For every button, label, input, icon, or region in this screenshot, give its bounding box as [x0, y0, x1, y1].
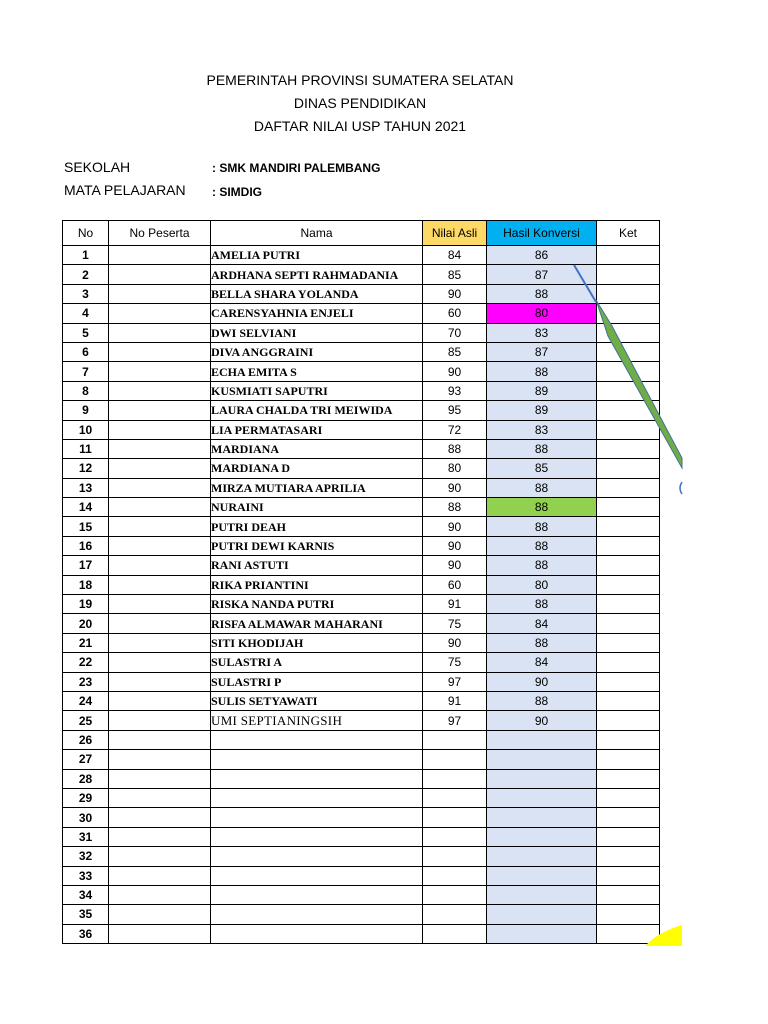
cell-nilai-asli: 88 [423, 498, 487, 517]
cell-nilai-asli: 70 [423, 323, 487, 342]
header-nilai-asli: Nilai Asli [423, 221, 487, 246]
cell-nilai-asli: 90 [423, 478, 487, 497]
cell-hasil-konversi: 86 [487, 246, 597, 265]
cell-no: 10 [63, 420, 109, 439]
arrow-shape-green [596, 300, 682, 468]
cell-no: 13 [63, 478, 109, 497]
cell-hasil-konversi: 87 [487, 265, 597, 284]
cell-nama: ARDHANA SEPTI RAHMADANIA [211, 265, 423, 284]
cell-nama: SULIS SETYAWATI [211, 691, 423, 710]
cell-nama: SITI KHODIJAH [211, 633, 423, 652]
mapel-value: : SIMDIG [212, 185, 262, 199]
cell-nama: AMELIA PUTRI [211, 246, 423, 265]
cell-nama: RISFA ALMAWAR MAHARANI [211, 614, 423, 633]
cell-hasil-konversi: 88 [487, 284, 597, 303]
shape-fragment-blue [680, 482, 682, 494]
cell-hasil-konversi: 83 [487, 323, 597, 342]
cell-no: 22 [63, 653, 109, 672]
header-no: No [63, 221, 109, 246]
cell-nilai-asli: 97 [423, 711, 487, 730]
cell-hasil-konversi: 90 [487, 672, 597, 691]
header-line-3: DAFTAR NILAI USP TAHUN 2021 [253, 118, 467, 134]
cell-no: 5 [63, 323, 109, 342]
cell-hasil-konversi: 88 [487, 691, 597, 710]
cell-no: 27 [63, 750, 109, 769]
cell-nilai-asli: 90 [423, 284, 487, 303]
cell-hasil-konversi: 88 [487, 439, 597, 458]
cell-hasil-konversi: 88 [487, 633, 597, 652]
cell-nama: UMI SEPTIANINGSIH [211, 711, 423, 730]
cell-no: 17 [63, 556, 109, 575]
cell-no: 14 [63, 498, 109, 517]
cell-no: 21 [63, 633, 109, 652]
sekolah-value: : SMK MANDIRI PALEMBANG [212, 161, 381, 175]
cell-nilai-asli: 90 [423, 517, 487, 536]
cell-hasil-konversi: 89 [487, 381, 597, 400]
cell-nama: BELLA SHARA YOLANDA [211, 284, 423, 303]
cell-no: 24 [63, 691, 109, 710]
cell-no: 11 [63, 439, 109, 458]
cell-nama: DWI SELVIANI [211, 323, 423, 342]
cell-nilai-asli: 90 [423, 633, 487, 652]
cell-no: 3 [63, 284, 109, 303]
cell-hasil-konversi: 84 [487, 614, 597, 633]
cell-nilai-asli: 93 [423, 381, 487, 400]
cell-hasil-konversi: 80 [487, 304, 597, 323]
cell-nama: RANI ASTUTI [211, 556, 423, 575]
cell-nama: LIA PERMATASARI [211, 420, 423, 439]
cell-nama: KUSMIATI SAPUTRI [211, 381, 423, 400]
cell-no: 28 [63, 769, 109, 788]
cell-nama: RISKA NANDA PUTRI [211, 595, 423, 614]
cell-hasil-konversi: 88 [487, 517, 597, 536]
cell-nama: SULASTRI A [211, 653, 423, 672]
cell-nama: PUTRI DEWI KARNIS [211, 536, 423, 555]
cell-hasil-konversi: 90 [487, 711, 597, 730]
cell-no: 34 [63, 885, 109, 904]
cell-hasil-konversi: 85 [487, 459, 597, 478]
cell-no: 8 [63, 381, 109, 400]
cell-no: 25 [63, 711, 109, 730]
cell-no: 20 [63, 614, 109, 633]
cell-hasil-konversi: 88 [487, 362, 597, 381]
cell-hasil-konversi: 87 [487, 342, 597, 361]
cell-nilai-asli: 95 [423, 401, 487, 420]
cell-nama: NURAINI [211, 498, 423, 517]
cell-no: 6 [63, 342, 109, 361]
cell-nama: SULASTRI P [211, 672, 423, 691]
cell-no: 36 [63, 924, 109, 943]
cell-hasil-konversi: 88 [487, 478, 597, 497]
cell-nilai-asli: 85 [423, 342, 487, 361]
cell-hasil-konversi: 83 [487, 420, 597, 439]
cell-nilai-asli: 90 [423, 362, 487, 381]
cell-no: 35 [63, 905, 109, 924]
cell-nilai-asli: 60 [423, 304, 487, 323]
cell-hasil-konversi: 88 [487, 498, 597, 517]
cell-nama: ECHA EMITA S [211, 362, 423, 381]
cell-hasil-konversi: 89 [487, 401, 597, 420]
cell-nilai-asli: 91 [423, 691, 487, 710]
cell-no: 26 [63, 730, 109, 749]
cell-nilai-asli: 91 [423, 595, 487, 614]
cell-nama: PUTRI DEAH [211, 517, 423, 536]
cell-no: 1 [63, 246, 109, 265]
cell-nilai-asli: 90 [423, 556, 487, 575]
cell-no: 4 [63, 304, 109, 323]
cell-nama: MARDIANA D [211, 459, 423, 478]
cell-nilai-asli: 88 [423, 439, 487, 458]
cell-no: 12 [63, 459, 109, 478]
cell-nilai-asli: 60 [423, 575, 487, 594]
cell-hasil-konversi: 88 [487, 595, 597, 614]
cell-no: 18 [63, 575, 109, 594]
sekolah-label: SEKOLAH [64, 159, 131, 175]
cell-nama: DIVA ANGGRAINI [211, 342, 423, 361]
cell-no: 33 [63, 866, 109, 885]
cell-nilai-asli: 80 [423, 459, 487, 478]
mapel-label: MATA PELAJARAN [64, 182, 186, 198]
cell-nilai-asli: 75 [423, 614, 487, 633]
cell-nama: LAURA CHALDA TRI MEIWIDA [211, 401, 423, 420]
cell-nama: MIRZA MUTIARA APRILIA [211, 478, 423, 497]
cell-hasil-konversi: 88 [487, 556, 597, 575]
cell-no: 29 [63, 788, 109, 807]
cell-nilai-asli: 75 [423, 653, 487, 672]
cell-no: 2 [63, 265, 109, 284]
cell-nama: CARENSYAHNIA ENJELI [211, 304, 423, 323]
header-line-1: PEMERINTAH PROVINSI SUMATERA SELATAN [206, 72, 514, 88]
cell-no: 23 [63, 672, 109, 691]
cell-nilai-asli: 84 [423, 246, 487, 265]
cell-nilai-asli: 90 [423, 536, 487, 555]
cell-no: 30 [63, 808, 109, 827]
cell-nilai-asli: 72 [423, 420, 487, 439]
cell-nilai-asli: 85 [423, 265, 487, 284]
header-ket: Ket [597, 221, 660, 246]
cell-hasil-konversi: 80 [487, 575, 597, 594]
header-line-2: DINAS PENDIDIKAN [293, 95, 427, 111]
cell-no: 9 [63, 401, 109, 420]
arrow-line-blue [574, 265, 596, 302]
cell-nilai-asli: 97 [423, 672, 487, 691]
cell-no: 16 [63, 536, 109, 555]
cell-nama: RIKA PRIANTINI [211, 575, 423, 594]
shape-fragment-yellow [645, 925, 682, 946]
cell-no: 15 [63, 517, 109, 536]
header-nama: Nama [211, 221, 423, 246]
cell-no: 31 [63, 827, 109, 846]
cell-no: 32 [63, 847, 109, 866]
cell-nama: MARDIANA [211, 439, 423, 458]
cell-no: 19 [63, 595, 109, 614]
header-no-peserta: No Peserta [109, 221, 211, 246]
cell-hasil-konversi: 88 [487, 536, 597, 555]
header-hasil-konversi: Hasil Konversi [487, 221, 597, 246]
cell-no: 7 [63, 362, 109, 381]
cell-hasil-konversi: 84 [487, 653, 597, 672]
